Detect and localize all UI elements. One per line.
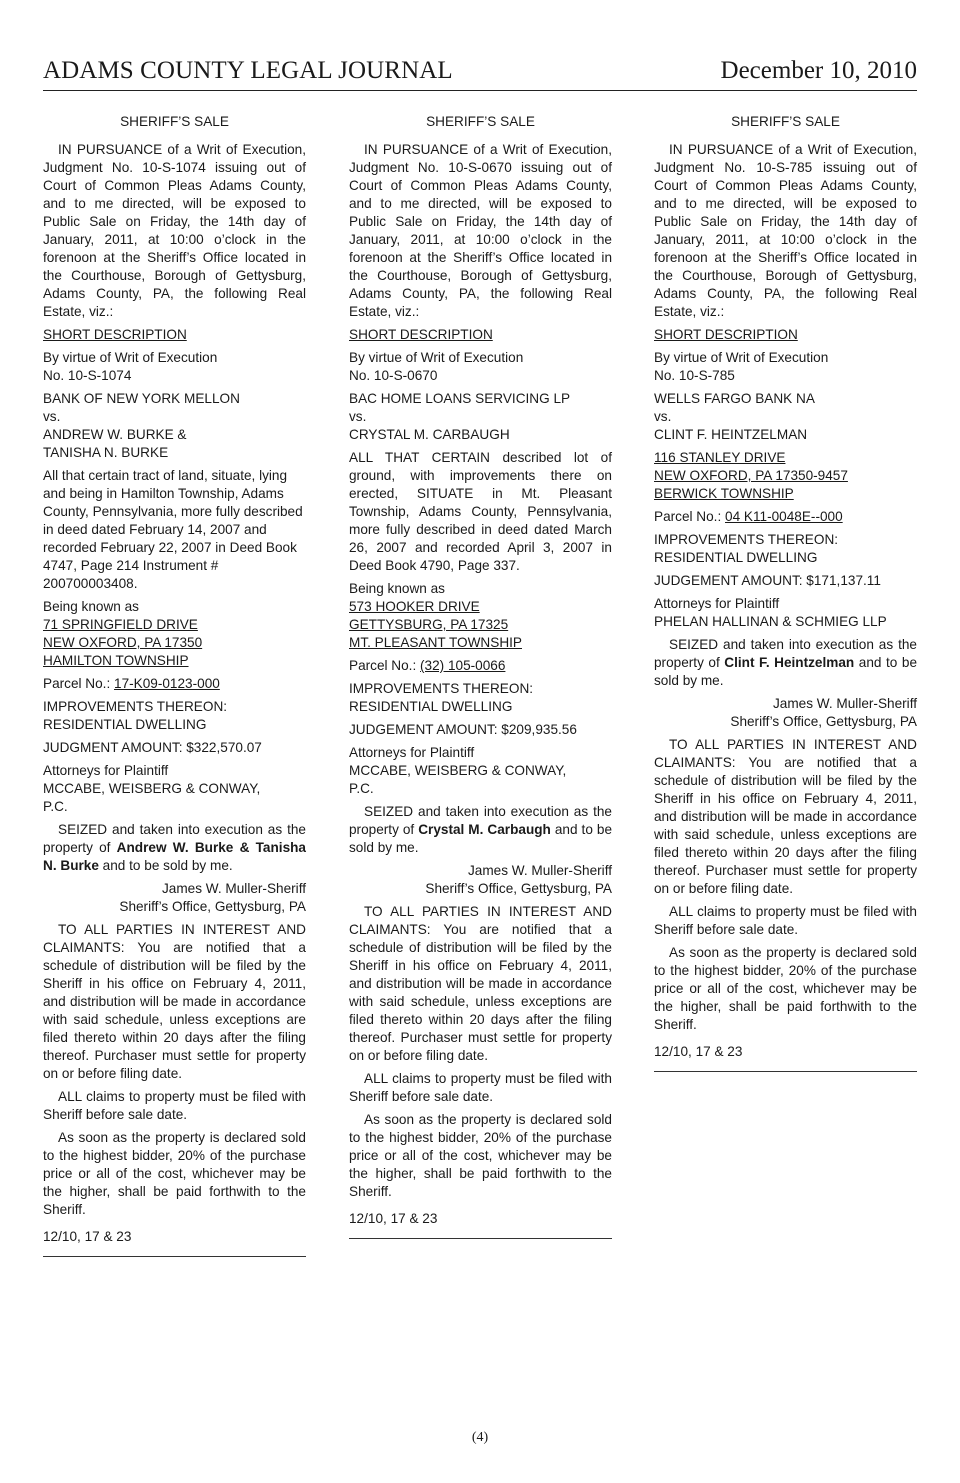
street-address: 116 STANLEY DRIVE: [654, 450, 786, 465]
attorneys-label: Attorneys for Plaintiff: [43, 763, 169, 778]
seized-statement: [654, 636, 917, 690]
parcel-line: [43, 675, 306, 693]
journal-title: ADAMS COUNTY LEGAL JOURNAL: [43, 57, 453, 84]
publication-dates: 12/10, 17 & 23: [349, 1211, 438, 1226]
city-state-zip: GETTYSBURG, PA 17325: [349, 617, 509, 632]
seized-text-end: and to be sold by me.: [98, 858, 233, 873]
plaintiff: BANK OF NEW YORK MELLON: [43, 391, 240, 406]
improvements-type: RESIDENTIAL DWELLING: [349, 699, 513, 714]
sheriff-sale-notice-1: [43, 113, 306, 1257]
being-known-label: Being known as: [349, 581, 445, 596]
end-rule: [654, 1071, 917, 1072]
sheriff-office: Sheriff’s Office, Gettysburg, PA: [425, 881, 612, 896]
notice-heading: SHERIFF’S SALE: [120, 114, 229, 129]
attorneys-block: [349, 744, 612, 798]
judgment-amount: JUDGMENT AMOUNT: $322,570.07: [43, 740, 262, 755]
distribution-notice: TO ALL PARTIES IN INTEREST AND CLAIMANTS: You are notified that a schedule of distribution will be filed by the Sheriff in his office on February 4, 2011, and distribution will be made in accordance with said schedule, unless exceptions are filed thereto within 20 days after the filing thereof. Purchaser must settle for property on or before filing date.: [43, 922, 306, 1081]
attorneys-block: [43, 762, 306, 816]
writ-line: By virtue of Writ of Execution: [43, 350, 218, 365]
notice-intro: IN PURSUANCE of a Writ of Execution, Judgment No. 10-S-785 issuing out of Court of Common Pleas Adams County, and to me directed, will be exposed to Public Sale on Friday, the 14th day of January, 2011, at 10:00 o’clock in the forenoon at the Sheriff’s Office located in the Courthouse, Borough of Gettysburg, Adams County, PA, the following Real Estate, viz.:: [654, 142, 917, 319]
parcel-number: 17-K09-0123-000: [114, 676, 220, 691]
street-address: 71 SPRINGFIELD DRIVE: [43, 617, 198, 632]
seized-owner: Crystal M. Carbaugh: [418, 822, 551, 837]
parcel-number: (32) 105-0066: [420, 658, 506, 673]
sheriff-name: James W. Muller-Sheriff: [467, 863, 612, 878]
street-address: 573 HOOKER DRIVE: [349, 599, 480, 614]
publication-dates: 12/10, 17 & 23: [43, 1229, 132, 1244]
parties-block: [349, 390, 612, 444]
improvements-label: IMPROVEMENTS THEREON:: [43, 699, 228, 714]
legal-description: ALL THAT CERTAIN described lot of ground, with improvements there on erected, SITUATE in Mt. Pleasant Township, Adams County, Pennsylvania, more fully described in deed dated March 26, 2007 and recorded April 3, 2007 in Deed Book 4790, Page 337.: [349, 450, 612, 573]
seized-text: SEIZED and taken into execution as the property of: [654, 637, 917, 670]
attorneys-block: [654, 595, 917, 631]
payment-notice: As soon as the property is declared sold to the highest bidder, 20% of the purchase price or all of the cost, whichever may be the higher, shall be paid forthwith to the Sheriff.: [349, 1112, 612, 1199]
publication-dates: 12/10, 17 & 23: [654, 1044, 743, 1059]
sheriff-sale-notice-3: [654, 113, 917, 1072]
parcel-line: [349, 657, 612, 675]
improvements-block: [349, 680, 612, 716]
parcel-line: [654, 508, 917, 526]
defendant: CRYSTAL M. CARBAUGH: [349, 427, 510, 442]
attorneys-firm-suffix: P.C.: [349, 781, 374, 796]
sheriff-sale-notice-2: [349, 113, 612, 1239]
judgment-amount: JUDGEMENT AMOUNT: $171,137.11: [654, 573, 881, 588]
sheriff-office: Sheriff’s Office, Gettysburg, PA: [730, 714, 917, 729]
improvements-label: IMPROVEMENTS THEREON:: [349, 681, 534, 696]
attorneys-firm: MCCABE, WEISBERG & CONWAY,: [43, 781, 261, 796]
city-state-zip: NEW OXFORD, PA 17350: [43, 635, 203, 650]
parties-block: [43, 390, 306, 462]
distribution-notice: TO ALL PARTIES IN INTEREST AND CLAIMANTS: You are notified that a schedule of distribution will be filed by the Sheriff in his office on February 4, 2011, and distribution will be made in accordance with said schedule, unless exceptions are filed thereto within 20 days after the filing thereof. Purchaser must settle for property on or before filing date.: [654, 737, 917, 896]
address-block: [349, 580, 612, 652]
seized-statement: [43, 821, 306, 875]
writ-number: No. 10-S-0670: [349, 368, 438, 383]
notice-heading: SHERIFF’S SALE: [731, 114, 840, 129]
signature-block: [43, 880, 306, 916]
signature-block: [349, 862, 612, 898]
address-block: [43, 598, 306, 670]
address-block: [654, 449, 917, 503]
short-description-label: SHORT DESCRIPTION: [654, 327, 798, 342]
writ-number: No. 10-S-1074: [43, 368, 132, 383]
writ-line: By virtue of Writ of Execution: [654, 350, 829, 365]
distribution-notice: TO ALL PARTIES IN INTEREST AND CLAIMANTS: You are notified that a schedule of distribution will be filed by the Sheriff in his office on February 4, 2011, and distribution will be made in accordance with said schedule, unless exceptions are filed thereto within 20 days after the filing thereof. Purchaser must settle for property on or before filing date.: [349, 904, 612, 1063]
notice-heading: SHERIFF’S SALE: [426, 114, 535, 129]
seized-text: SEIZED and taken into execution as the property of: [349, 804, 612, 837]
attorneys-firm: MCCABE, WEISBERG & CONWAY,: [349, 763, 567, 778]
improvements-block: [43, 698, 306, 734]
writ-block: [349, 349, 612, 385]
parcel-label: Parcel No.:: [654, 509, 726, 524]
notice-intro: IN PURSUANCE of a Writ of Execution, Judgment No. 10-S-1074 issuing out of Court of Common Pleas Adams County, and to me directed, will be exposed to Public Sale on Friday, the 14th day of January, 2011, at 10:00 o’clock in the forenoon at the Sheriff’s Office located in the Courthouse, Borough of Gettysburg, Adams County, PA, the following Real Estate, viz.:: [43, 142, 306, 319]
writ-block: [654, 349, 917, 385]
city-state-zip: NEW OXFORD, PA 17350-9457: [654, 468, 848, 483]
claims-notice: ALL claims to property must be filed with Sheriff before sale date.: [654, 904, 917, 937]
defendant: CLINT F. HEINTZELMAN: [654, 427, 808, 442]
page-number: (4): [471, 1430, 489, 1445]
seized-statement: [349, 803, 612, 857]
end-rule: [349, 1238, 612, 1239]
writ-line: By virtue of Writ of Execution: [349, 350, 524, 365]
parcel-label: Parcel No.:: [349, 658, 421, 673]
attorneys-firm-suffix: P.C.: [43, 799, 68, 814]
improvements-type: RESIDENTIAL DWELLING: [654, 550, 818, 565]
short-description-label: SHORT DESCRIPTION: [349, 327, 493, 342]
improvements-label: IMPROVEMENTS THEREON:: [654, 532, 839, 547]
township: BERWICK TOWNSHIP: [654, 486, 794, 501]
seized-text-end: and to be sold by me.: [654, 655, 917, 688]
writ-number: No. 10-S-785: [654, 368, 735, 383]
seized-text: SEIZED and taken into execution as the property of: [43, 822, 306, 855]
attorneys-firm: PHELAN HALLINAN & SCHMIEG LLP: [654, 614, 887, 629]
claims-notice: ALL claims to property must be filed with Sheriff before sale date.: [349, 1071, 612, 1104]
sheriff-name: James W. Muller-Sheriff: [772, 696, 917, 711]
signature-block: [654, 695, 917, 731]
versus: vs.: [43, 409, 61, 424]
parties-block: [654, 390, 917, 444]
plaintiff: WELLS FARGO BANK NA: [654, 391, 815, 406]
township: HAMILTON TOWNSHIP: [43, 653, 189, 668]
versus: vs.: [654, 409, 672, 424]
judgment-amount: JUDGEMENT AMOUNT: $209,935.56: [349, 722, 577, 737]
plaintiff: BAC HOME LOANS SERVICING LP: [349, 391, 571, 406]
attorneys-label: Attorneys for Plaintiff: [654, 596, 780, 611]
versus: vs.: [349, 409, 367, 424]
payment-notice: As soon as the property is declared sold to the highest bidder, 20% of the purchase price or all of the cost, whichever may be the higher, shall be paid forthwith to the Sheriff.: [43, 1130, 306, 1217]
defendant: ANDREW W. BURKE &: [43, 427, 187, 442]
payment-notice: As soon as the property is declared sold to the highest bidder, 20% of the purchase price or all of the cost, whichever may be the higher, shall be paid forthwith to the Sheriff.: [654, 945, 917, 1032]
parcel-number: 04 K11-0048E--000: [725, 509, 843, 524]
sheriff-name: James W. Muller-Sheriff: [161, 881, 306, 896]
sheriff-office: Sheriff’s Office, Gettysburg, PA: [119, 899, 306, 914]
seized-text-end: and to be sold by me.: [349, 822, 613, 855]
being-known-label: Being known as: [43, 599, 139, 614]
short-description-label: SHORT DESCRIPTION: [43, 327, 187, 342]
defendant: TANISHA N. BURKE: [43, 445, 169, 460]
notice-intro: IN PURSUANCE of a Writ of Execution, Judgment No. 10-S-0670 issuing out of Court of Common Pleas Adams County, and to me directed, will be exposed to Public Sale on Friday, the 14th day of January, 2011, at 10:00 o’clock in the forenoon at the Sheriff’s Office located in the Courthouse, Borough of Gettysburg, Adams County, PA, the following Real Estate, viz.:: [349, 142, 612, 319]
parcel-label: Parcel No.:: [43, 676, 115, 691]
end-rule: [43, 1256, 306, 1257]
improvements-type: RESIDENTIAL DWELLING: [43, 717, 207, 732]
seized-owner: Clint F. Heintzelman: [724, 655, 855, 670]
claims-notice: ALL claims to property must be filed with Sheriff before sale date.: [43, 1089, 306, 1122]
seized-owner: Andrew W. Burke & Tanisha N. Burke: [43, 840, 306, 873]
township: MT. PLEASANT TOWNSHIP: [349, 635, 522, 650]
writ-block: [43, 349, 306, 385]
masthead: [43, 54, 917, 91]
attorneys-label: Attorneys for Plaintiff: [349, 745, 475, 760]
improvements-block: [654, 531, 917, 567]
issue-date: December 10, 2010: [720, 57, 917, 84]
legal-description: All that certain tract of land, situate, lying and being in Hamilton Township, Adams County, Pennsylvania, more fully described in deed dated February 14, 2007 and recorded February 22, 2007 in Deed Book 4747, Page 214 Instrument # 200700003408.: [43, 468, 303, 591]
